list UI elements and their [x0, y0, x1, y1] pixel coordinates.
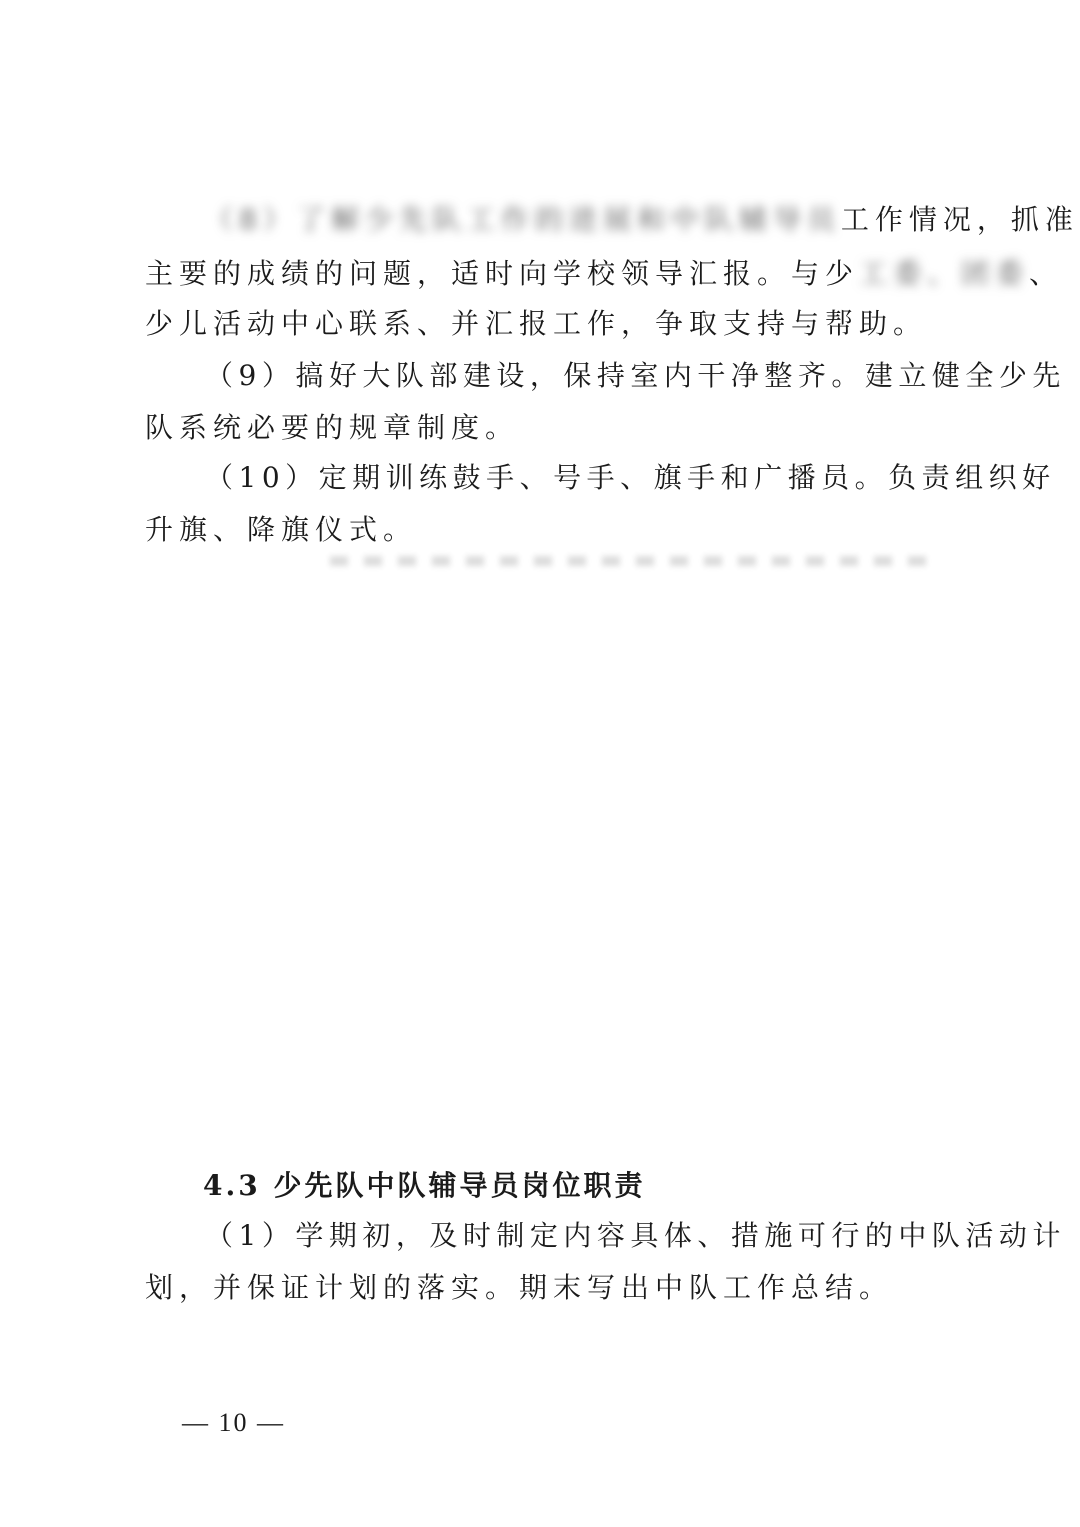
paragraph-9-line-1: （9）搞好大队部建设，保持室内干净整齐。建立健全少先 — [205, 359, 1066, 392]
blurred-text: （8）了解少先队工作的进展和中队辅导员 — [205, 203, 841, 236]
paragraph-10-line-1: （10）定期训练鼓手、号手、旗手和广播员。负责组织好 — [205, 461, 1056, 494]
section-paragraph-line-1: （1）学期初，及时制定内容具体、措施可行的中队活动计 — [205, 1219, 1066, 1252]
paragraph-10-line-2: 升旗、降旗仪式。 — [145, 513, 418, 546]
paragraph-8-line-3: 少儿活动中心联系、并汇报工作，争取支持与帮助。 — [145, 307, 928, 340]
page-number: — 10 — — [182, 1408, 285, 1437]
blurred-text: 工委、团委 — [859, 257, 1030, 290]
paragraph-text: 主要的成绩的问题，适时向学校领导汇报。与少 — [145, 257, 860, 290]
section-heading: 4.3 少先队中队辅导员岗位职责 — [203, 1169, 646, 1202]
paragraph-text: 工作情况，抓准 — [840, 203, 1079, 236]
paragraph-text: 、 — [1029, 257, 1064, 290]
bleed-through-artifact — [330, 556, 930, 566]
section-paragraph-line-2: 划，并保证计划的落实。期末写出中队工作总结。 — [145, 1271, 894, 1304]
paragraph-8-line-1 — [205, 194, 1079, 246]
paragraph-9-line-2: 队系统必要的规章制度。 — [145, 411, 520, 444]
paragraph-8-line-2 — [145, 248, 1064, 300]
